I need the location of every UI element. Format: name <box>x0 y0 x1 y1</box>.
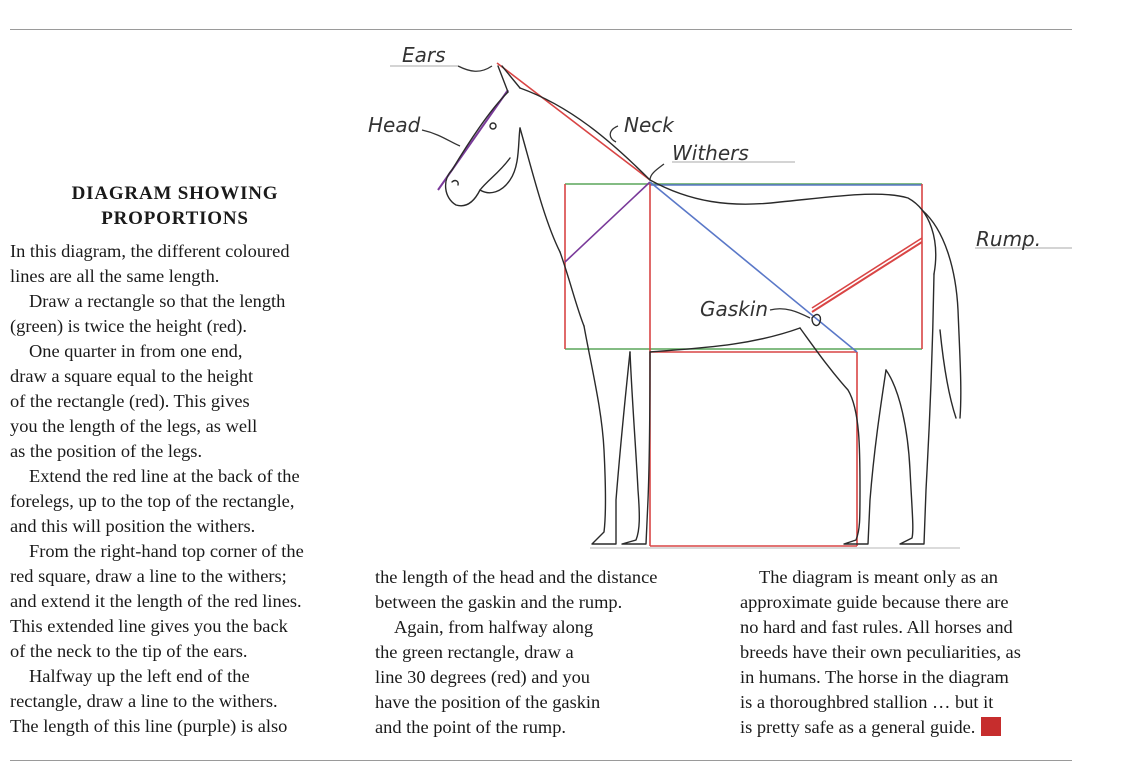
text-line: rectangle, draw a line to the withers. <box>10 691 278 711</box>
label-head: Head <box>368 113 421 137</box>
text-line: This extended line gives you the back <box>10 616 288 636</box>
red-gaskin-line-2 <box>812 238 922 308</box>
horse-tail <box>922 210 961 418</box>
horse-front-leg-1 <box>584 326 630 544</box>
text-line: is a thoroughbred stallion … but it <box>740 692 994 712</box>
diagram-heading <box>10 181 340 231</box>
bottom-rule <box>10 760 1072 761</box>
text-column-1 <box>10 239 304 739</box>
text-line: no hard and fast rules. All horses and <box>740 617 1013 637</box>
label-rump: Rump. <box>976 227 1042 251</box>
text-line: From the right-hand top corner of the <box>29 541 304 561</box>
text-line: draw a square equal to the height <box>10 366 254 386</box>
text-line: as the position of the legs. <box>10 441 203 461</box>
end-mark-square <box>981 717 1001 736</box>
horse-head <box>446 92 510 206</box>
withers-pointer <box>650 164 664 180</box>
label-ears: Ears <box>402 43 446 67</box>
purple-withers-line <box>565 182 650 262</box>
horse-proportions-diagram <box>360 30 1080 558</box>
text-line: the green rectangle, draw a <box>375 642 574 662</box>
text-line: approximate guide because there are <box>740 592 1009 612</box>
horse-nostril <box>452 181 458 185</box>
text-line: have the position of the gaskin <box>375 692 601 712</box>
text-line: Extend the red line at the back of the <box>29 466 300 486</box>
text-line: Again, from halfway along <box>394 617 594 637</box>
construction-lines <box>438 63 960 548</box>
text-line: (green) is twice the height (red). <box>10 316 247 336</box>
text-line: and the point of the rump. <box>375 717 567 737</box>
text-line: red square, draw a line to the withers; <box>10 566 287 586</box>
text-line: The length of this line (purple) is also <box>10 716 288 736</box>
text-line: in humans. The horse in the diagram <box>740 667 1009 687</box>
text-line-content: is pretty safe as a general guide. <box>740 717 976 737</box>
red-gaskin-line <box>812 242 922 312</box>
head-pointer <box>422 130 460 146</box>
label-neck: Neck <box>624 113 674 137</box>
text-column-2 <box>375 565 657 740</box>
heading-line-1: DIAGRAM SHOWING <box>71 183 279 204</box>
text-line: In this diagram, the different coloured <box>10 241 290 261</box>
horse-hind-leg-1 <box>800 328 886 544</box>
text-line: of the rectangle (red). This gives <box>10 391 250 411</box>
text-line: One quarter in from one end, <box>29 341 243 361</box>
text-column-3 <box>740 565 1021 740</box>
heading-line-2: PROPORTIONS <box>101 208 249 229</box>
horse-front-leg-2 <box>622 352 650 544</box>
text-line: and extend it the length of the red lines. <box>10 591 302 611</box>
text-line: and this will position the withers. <box>10 516 256 536</box>
neck-pointer <box>610 126 618 142</box>
text-line: The diagram is meant only as an <box>759 567 999 587</box>
blue-diagonal-line <box>650 182 857 352</box>
text-line <box>740 715 1021 740</box>
horse-eye <box>490 123 496 129</box>
text-line: of the neck to the tip of the ears. <box>10 641 248 661</box>
text-line: between the gaskin and the rump. <box>375 592 623 612</box>
text-line: lines are all the same length. <box>10 266 220 286</box>
ears-pointer <box>458 66 492 71</box>
horse-neck-front <box>520 128 560 252</box>
text-line: you the length of the legs, as well <box>10 416 258 436</box>
label-withers: Withers <box>672 141 749 165</box>
gaskin-pointer <box>770 309 810 318</box>
text-line: line 30 degrees (red) and you <box>375 667 590 687</box>
text-line: the length of the head and the distance <box>375 567 658 587</box>
text-line: Draw a rectangle so that the length <box>29 291 286 311</box>
horse-chest <box>560 252 584 326</box>
text-line: Halfway up the left end of the <box>29 666 250 686</box>
label-gaskin: Gaskin <box>700 297 768 321</box>
text-line: breeds have their own peculiarities, as <box>740 642 1021 662</box>
horse-hind-leg-2 <box>886 274 934 544</box>
text-line: forelegs, up to the top of the rectangle, <box>10 491 295 511</box>
